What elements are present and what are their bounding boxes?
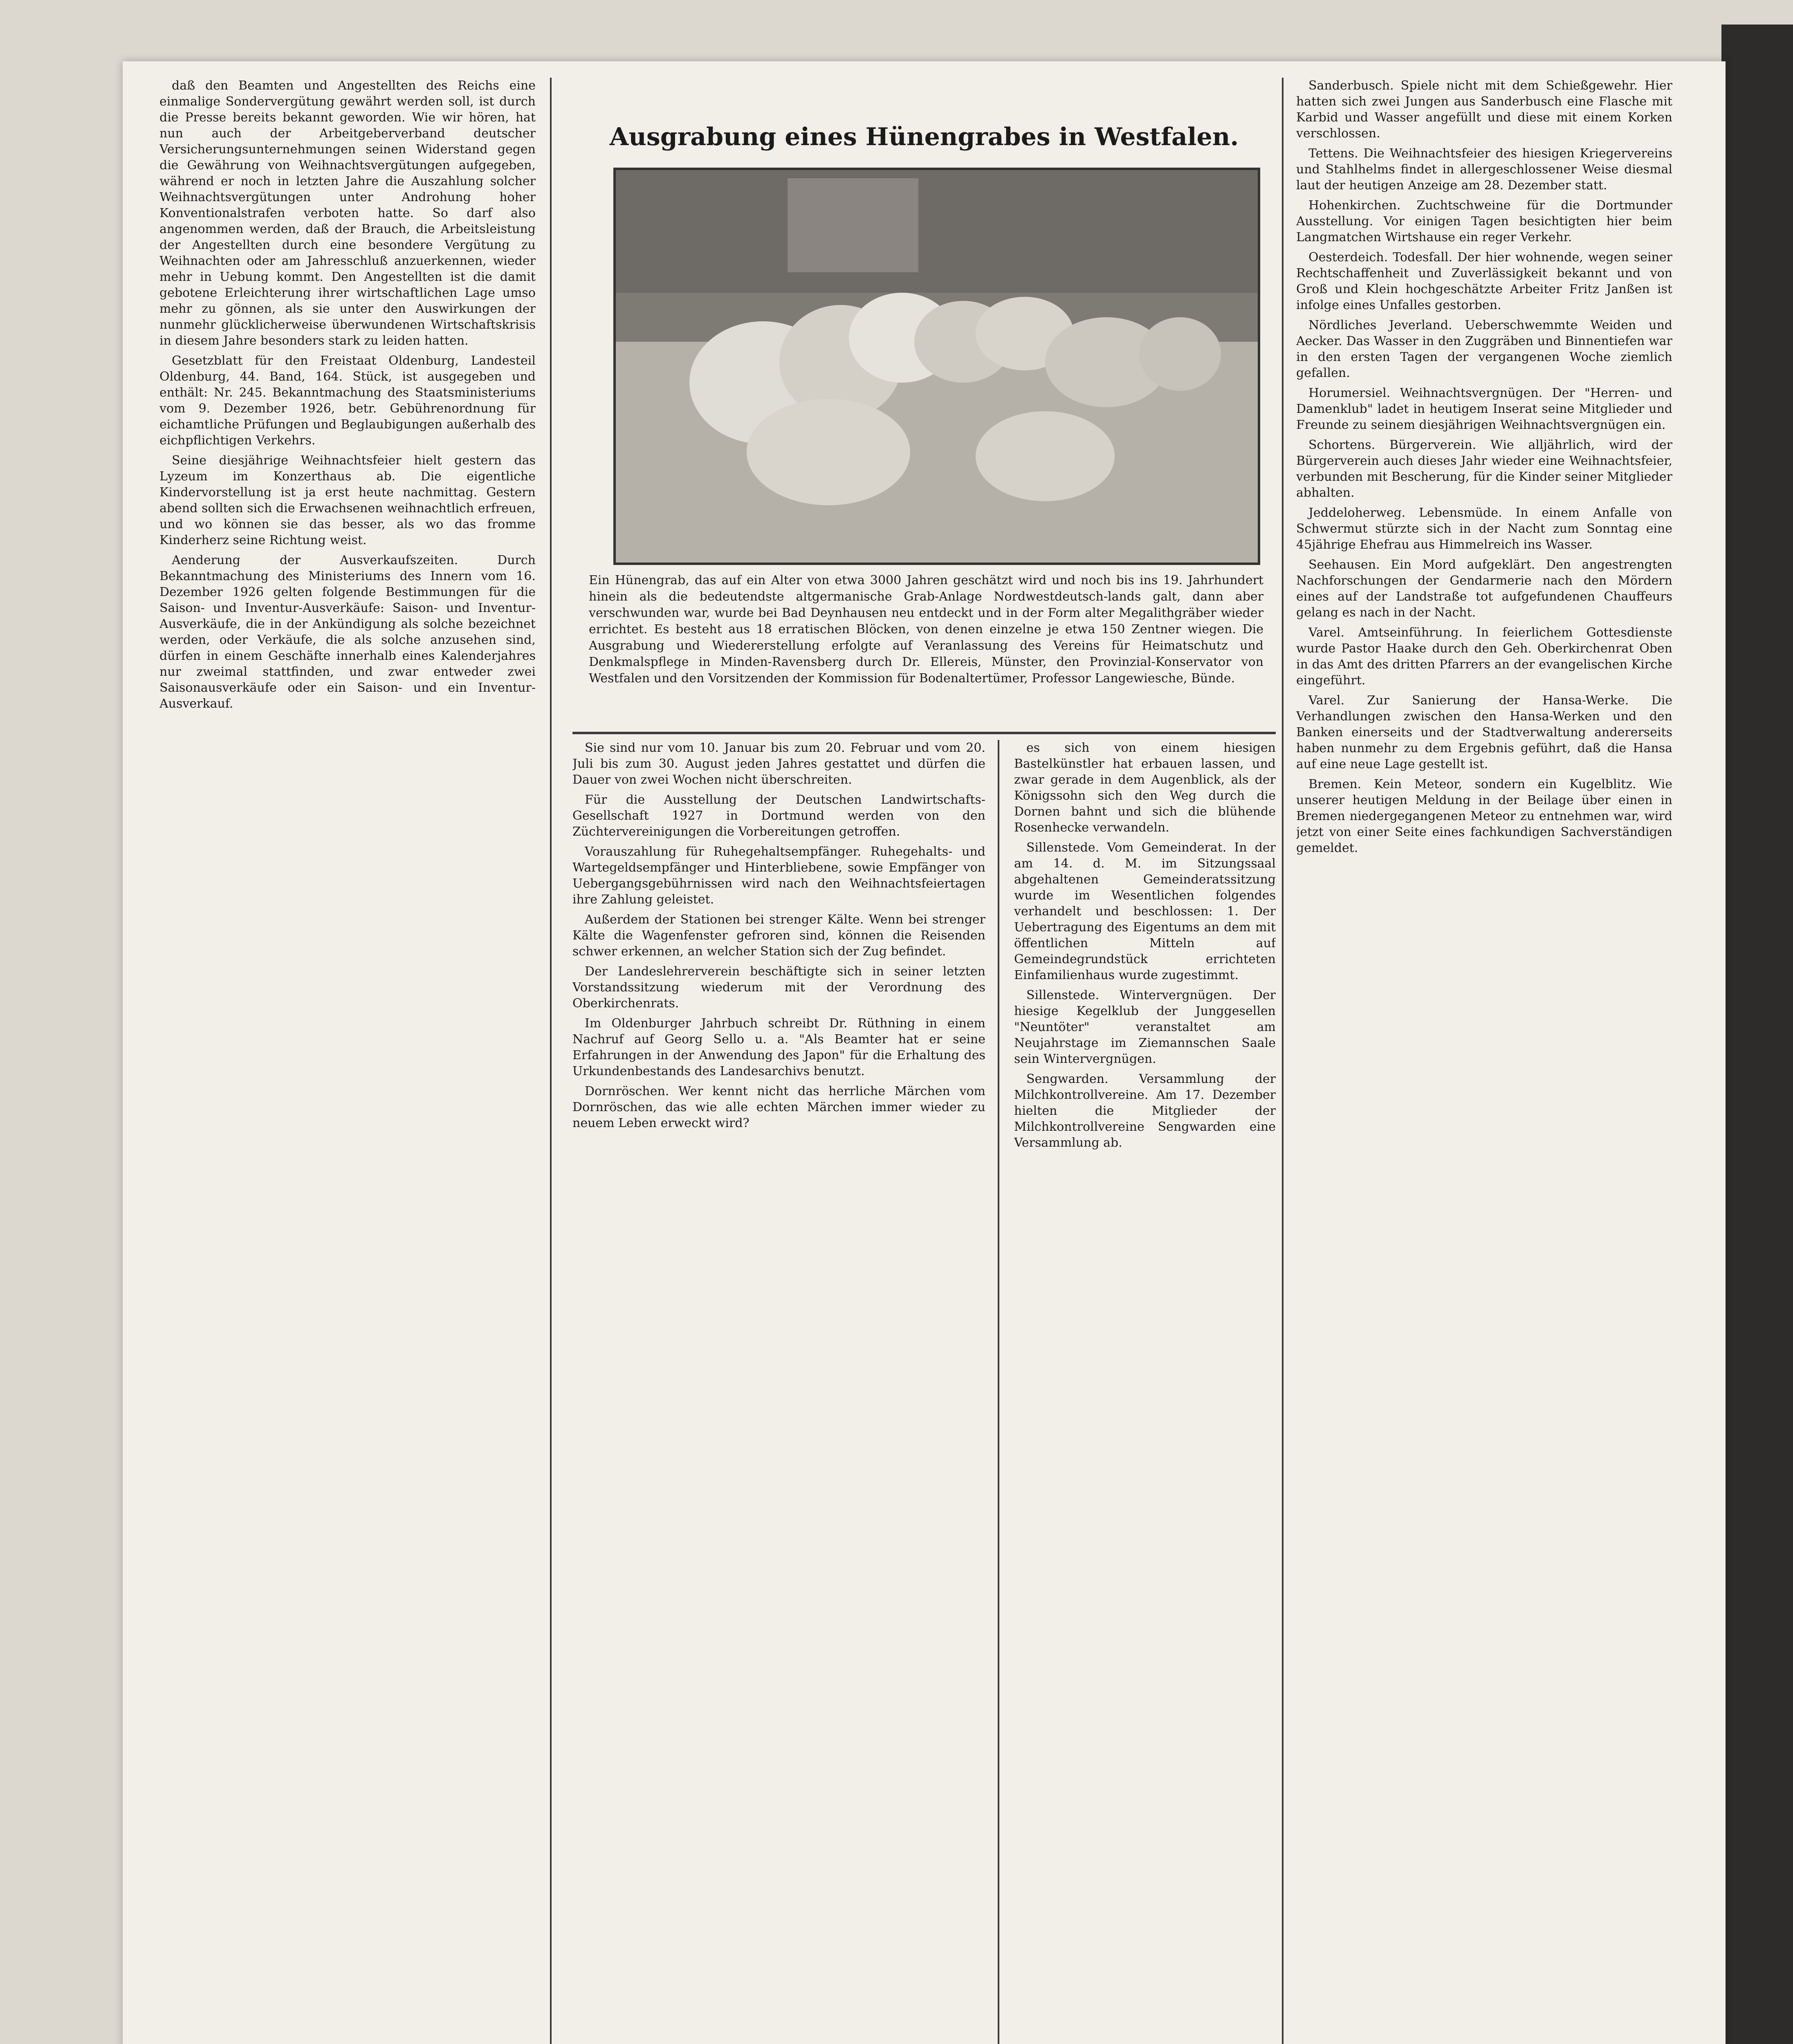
article-paragraph: Seehausen. Ein Mord aufgeklärt. Den angestrengten Nachforschungen der Gendarmerie nach den Mördern eines auf der Landstraße tot aufgefundenen Chauffeurs gelang es nach in der Nacht. <box>1296 558 1672 620</box>
feature-photo <box>613 168 1260 565</box>
middle-column-1 <box>572 740 985 2044</box>
article-paragraph: Oesterdeich. Todesfall. Der hier wohnende, wegen seiner Rechtschaffenheit und Zuverlässigkeit bekannt und von Groß und Klein hochgeschätzte Arbeiter Fritz Janßen ist infolge eines Unfalles gestorben. <box>1296 250 1672 312</box>
article-paragraph: Sengwarden. Versammlung der Milchkontrollvereine. Am 17. Dezember hielten die Mitglieder der Milchkontrollvereine Sengwarden eine Versammlung ab. <box>1014 1072 1276 1150</box>
article-paragraph: Der Landeslehrerverein beschäftigte sich in seiner letzten Vorstandssitzung wiederum mit der Verordnung des Oberkirchenrats. <box>572 964 985 1011</box>
article-paragraph: Schortens. Bürgerverein. Wie alljährlich, wird der Bürgerverein auch dieses Jahr wieder eine Weihnachtsfeier, verbunden mit Bescherung, für die Kinder seiner Mitglieder abhalten. <box>1296 438 1672 500</box>
megalith-stones-image <box>616 170 1258 563</box>
article-paragraph: Nördliches Jeverland. Ueberschwemmte Weiden und Aecker. Das Wasser in den Zuggräben und Binnentiefen war in den ersten Tagen der vergangenen Woche ziemlich gefallen. <box>1296 318 1672 380</box>
article-paragraph: Sillenstede. Wintervergnügen. Der hiesige Kegelklub der Junggesellen "Neuntöter" veranstaltet am Neujahrstage im Ziemannschen Saale sein Wintervergnügen. <box>1014 988 1276 1066</box>
article-paragraph: Sanderbusch. Spiele nicht mit dem Schießgewehr. Hier hatten sich zwei Jungen aus Sanderbusch eine Flasche mit Karbid und Wasser angefüllt und diese mit einem Korken verschlossen. <box>1296 78 1672 141</box>
article-paragraph: Im Oldenburger Jahrbuch schreibt Dr. Rüthning in einem Nachruf auf Georg Sello u. a. "Als Beamter hat er seine Erfahrungen in der Anwendung des Japon" für die Erhaltung des Urkundenbestands des Landesarchivs benutzt. <box>572 1016 985 1078</box>
article-paragraph: Dornröschen. Wer kennt nicht das herrliche Märchen vom Dornröschen, das wie alle echten Märchen immer wieder zu neuem Leben erweckt wird? <box>572 1084 985 1130</box>
article-paragraph: Gesetzblatt für den Freistaat Oldenburg, Landesteil Oldenburg, 44. Band, 164. Stück, ist ausgegeben und enthält: Nr. 245. Bekanntmachung des Staatsministeriums vom 9. Dezember 1926, betr. Gebührenordnung für eichamtliche Prüfungen und Beglaubigungen außerhalb des eichpflichtigen Verkehrs. <box>159 354 536 448</box>
scanner-edge <box>1721 25 1793 2044</box>
article-paragraph: Tettens. Die Weihnachtsfeier des hiesigen Kriegervereins und Stahlhelms findet in allergeschlossener Weise diesmal laut der heutigen Anzeige am 28. Dezember statt. <box>1296 146 1672 193</box>
feature-title: Ausgrabung eines Hünengrabes in Westfalen. <box>609 123 1239 151</box>
article-paragraph: Horumersiel. Weihnachtsvergnügen. Der "Herren- und Damenklub" ladet in heutigem Inserat seine Mitglieder und Freunde zu seinem diesjährigen Weihnachtsvergnügen ein. <box>1296 386 1672 432</box>
article-paragraph: es sich von einem hiesigen Bastelkünstler hat erbauen lassen, und zwar gerade in dem Augenblick, als der Königssohn sich den Weg durch die Dornen bahnt und sich die blühende Rosenhecke verwandeln. <box>1014 741 1276 835</box>
article-paragraph: Bremen. Kein Meteor, sondern ein Kugelblitz. Wie unserer heutigen Meldung in der Beilage über einen in Bremen niedergegangenen Meteor zu entnehmen war, wird jetzt von einer Seite eines fachkundigen Sachverständigen gemeldet. <box>1296 777 1672 855</box>
article-paragraph: Sillenstede. Vom Gemeinderat. In der am 14. d. M. im Sitzungssaal abgehaltenen Gemeinderatssitzung wurde im Wesentlichen folgendes verhandelt und beschlossen: 1. Der Uebertragung des Eigentums an dem mit öffentlichen Mitteln auf Gemeindegrundstück errichteten Einfamilienhaus wurde zugestimmt. <box>1014 840 1276 982</box>
article-paragraph: Seine diesjährige Weihnachtsfeier hielt gestern das Lyzeum im Konzerthaus ab. Die eigentliche Kindervorstellung ist ja erst heute nachmittag. Gestern abend sollten sich die Erwachsenen weihnachtlich erfreuen, und wo können sie das besser, als wo das fromme Kinderherz seine Richtung weist. <box>159 453 536 547</box>
feature-title-box <box>572 123 1276 164</box>
column-divider <box>1282 78 1284 2044</box>
column-divider <box>550 78 552 2044</box>
article-paragraph: Varel. Amtseinführung. In feierlichem Gottesdienste wurde Pastor Haake durch den Geh. Oberkirchenrat Oben in das Amt des dritten Pfarrers an der evangelischen Kirche eingeführt. <box>1296 625 1672 688</box>
right-column <box>1296 78 1672 2044</box>
article-paragraph: Für die Ausstellung der Deutschen Landwirtschafts-Gesellschaft 1927 in Dortmund werden von den Züchtervereinigungen die Vorbereitungen getroffen. <box>572 793 985 839</box>
article-paragraph: daß den Beamten und Angestellten des Reichs eine einmalige Sondervergütung gewährt werden soll, ist durch die Presse bereits bekannt geworden. Wie wir hören, hat nun auch der Arbeitgeberverband deutscher Versicherungsunternehmungen seinen Widerstand gegen die Gewährung von Weihnachtsvergütungen aufgegeben, während er noch in letzten Jahre die Auszahlung solcher Weihnachtsvergütungen unter Androhung hoher Konventionalstrafen verboten hatte. So darf also angenommen werden, daß der Brauch, die Arbeitsleistung der Angestellten durch eine besondere Vergütung zu Weihnachten oder am Jahresschluß anzuerkennen, wieder mehr in Uebung kommt. Den Angestellten ist die damit gebotene Erleichterung ihrer wirtschaftlichen Lage umso mehr zu gönnen, als sie unter den Auswirkungen der nunmehr glücklicherweise überwundenen Wirtschaftskrisis in diesem Jahre besonders stark zu leiden hatten. <box>159 78 536 348</box>
middle-column-2 <box>1014 740 1276 2044</box>
photo-caption: Ein Hünengrab, das auf ein Alter von etwa 3000 Jahren geschätzt wird und noch bis ins 19. Jahrhundert hinein als die bedeutendste altgermanische Grab-Anlage Nordwestdeutsch-lands galt, dann aber verschwunden war, wurde bei Bad Deynhausen neu entdeckt und in der Form alter Megalithgräber wieder errichtet. Es besteht aus 18 erratischen Blöcken, von denen einzelne je etwa 150 Zentner wiegen. Die Ausgrabung und Wiedererstellung erfolgte auf Veranlassung des Vereins für Heimatschutz und Denkmalspflege in Minden-Ravensberg durch Dr. Ellereis, Münster, den Provinzial-Konservator von Westfalen und den Vorsitzenden der Kommission für Bodenaltertümer, Professor Langewiesche, Bünde. <box>589 573 1263 686</box>
article-paragraph: Hohenkirchen. Zuchtschweine für die Dortmunder Ausstellung. Vor einigen Tagen besichtigten hier beim Langmatchen Wirtshause ein reger Verkehr. <box>1296 198 1672 244</box>
article-paragraph: Sie sind nur vom 10. Januar bis zum 20. Februar und vom 20. Juli bis zum 30. August jeden Jahres gestattet und dürfen die Dauer von zwei Wochen nicht überschreiten. <box>572 741 985 787</box>
article-paragraph: Vorauszahlung für Ruhegehaltsempfänger. Ruhegehalts- und Wartegeldsempfänger und Hinterbliebene, sowie Empfänger von Uebergangsgebührnissen wird nach den Weihnachtsfeiertagen ihre Zahlung geleistet. <box>572 845 985 907</box>
article-paragraph: Jeddeloherweg. Lebensmüde. In einem Anfalle von Schwermut stürzte sich in der Nacht zum Sonntag eine 45jährige Ehefrau aus Himmelreich ins Wasser. <box>1296 506 1672 552</box>
article-paragraph: Aenderung der Ausverkaufszeiten. Durch Bekanntmachung des Ministeriums des Innern vom 16. Dezember 1926 gelten folgende Bestimmungen für die Saison- und Inventur-Ausverkäufe: Saison- und Inventur-Ausverkäufe, die in der Ankündigung als solche bezeichnet werden, oder Verkäufe, die als solche anzusehen sind, dürfen in einem Geschäfte innerhalb eines Kalenderjahres nur zweimal stattfinden, und zwar entweder zwei Saisonausverkäufe oder ein Saison- und ein Inventur-Ausverkauf. <box>159 553 536 711</box>
article-paragraph: Außerdem der Stationen bei strenger Kälte. Wenn bei strenger Kälte die Wagenfenster gefroren sind, können die Reisenden schwer erkennen, an welcher Station sich der Zug befindet. <box>572 912 985 959</box>
section-divider <box>572 732 1276 734</box>
article-paragraph: Varel. Zur Sanierung der Hansa-Werke. Die Verhandlungen zwischen den Hansa-Werken und den Banken einerseits und der Stadtverwaltung andererseits haben nunmehr zu dem Ergebnis geführt, daß die Hansa auf eine neue Lage gestellt ist. <box>1296 693 1672 771</box>
left-column <box>159 78 536 2044</box>
column-divider <box>998 740 999 2044</box>
